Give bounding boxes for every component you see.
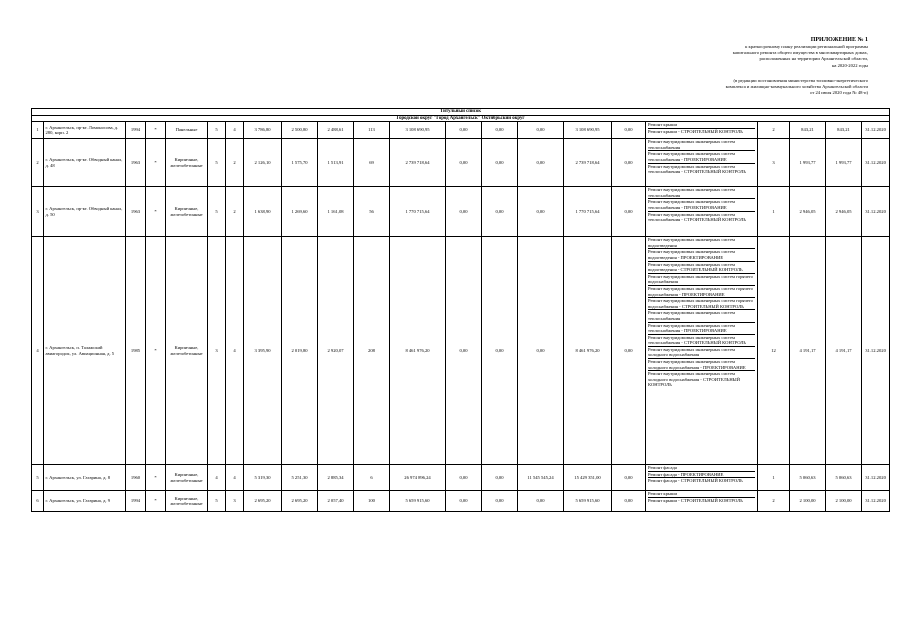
amendment-line: комплекса и жилищно-коммунального хозяйства Архангельской области bbox=[725, 84, 868, 90]
deadline-cell: 31.12.2020 bbox=[862, 139, 890, 187]
max-unit-cost-cell: 2 100,00 bbox=[826, 491, 862, 512]
work-item: Ремонт крыши - СТРОИТЕЛЬНЫЙ КОНТРОЛЬ bbox=[648, 497, 755, 504]
work-item: Ремонт внутридомовых инженерных систем теплоснабжения - СТРОИТЕЛЬНЫЙ КОНТРОЛЬ bbox=[648, 163, 755, 175]
mark-cell: * bbox=[146, 187, 166, 237]
appendix-header bbox=[733, 36, 868, 69]
unit-cost-cell: 1 993,77 bbox=[790, 139, 826, 187]
cost-fund-cell: 0,00 bbox=[446, 139, 482, 187]
total-area-cell: 2 695,20 bbox=[244, 491, 282, 512]
work-item: Ремонт внутридомовых инженерных систем теплоснабжения - ПРОЕКТИРОВАНИЕ bbox=[648, 198, 755, 210]
address-cell: г. Архангельск, п. Талажский авиагородок, ул. Авиационная, д. 5 bbox=[44, 237, 126, 465]
work-item: Ремонт внутридомовых инженерных систем водоотведения - ПРОЕКТИРОВАНИЕ bbox=[648, 248, 755, 260]
living-area-cell: 1 513,91 bbox=[318, 139, 354, 187]
mark-cell: * bbox=[146, 122, 166, 139]
address-cell: г. Архангельск, ул. Гагарина, д. 8 bbox=[44, 465, 126, 491]
title-list-table bbox=[31, 108, 890, 512]
wall-material-cell: Кирпичные, железобетонные bbox=[166, 237, 208, 465]
work-item: Ремонт внутридомовых инженерных систем теплоснабжения bbox=[648, 139, 735, 150]
work-item: Ремонт внутридомовых инженерных систем теплоснабжения - ПРОЕКТИРОВАНИЕ bbox=[648, 322, 755, 334]
residents-cell: 113 bbox=[354, 122, 390, 139]
work-item: Ремонт внутридомовых инженерных систем горячего водоснабжения - СТРОИТЕЛЬНЫЙ КОНТРОЛЬ bbox=[648, 297, 755, 309]
appendix-line: на 2020-2022 годы bbox=[831, 62, 868, 68]
residents-cell: 100 bbox=[354, 491, 390, 512]
deadline-cell: 31.12.2020 bbox=[862, 187, 890, 237]
floors-cell: 5 bbox=[208, 187, 226, 237]
deadline-cell: 31.12.2020 bbox=[862, 237, 890, 465]
floors-cell: 5 bbox=[208, 122, 226, 139]
cost-municipal-cell: 0,00 bbox=[518, 491, 564, 512]
living-area-cell: 1 161,08 bbox=[318, 187, 354, 237]
work-item: Ремонт внутридомовых инженерных систем теплоснабжения - СТРОИТЕЛЬНЫЙ КОНТРОЛЬ bbox=[648, 334, 755, 346]
cost-other-cell: 0,00 bbox=[612, 122, 646, 139]
residential-area-cell: 1 575,70 bbox=[282, 139, 318, 187]
residents-cell: 6 bbox=[354, 465, 390, 491]
work-item: Ремонт внутридомовых инженерных систем теплоснабжения bbox=[648, 309, 755, 321]
total-area-cell: 2 126,10 bbox=[244, 139, 282, 187]
works-count-cell: 3 bbox=[758, 139, 790, 187]
living-area-cell: 2 488,61 bbox=[318, 122, 354, 139]
address-cell: г. Архангельск, пр-кт. Обводный канал, д. 50 bbox=[44, 187, 126, 237]
mark-cell: * bbox=[146, 465, 166, 491]
table-row bbox=[32, 139, 890, 187]
work-item: Ремонт внутридомовых инженерных систем теплоснабжения - ПРОЕКТИРОВАНИЕ bbox=[648, 150, 755, 162]
total-area-cell: 5 319,30 bbox=[244, 465, 282, 491]
table-row bbox=[32, 465, 890, 491]
total-cost-cell: 1 770 715,64 bbox=[390, 187, 446, 237]
cost-fund-cell: 0,00 bbox=[446, 237, 482, 465]
amendment-line: от 24 июля 2020 года № 48-п) bbox=[810, 90, 868, 96]
work-item: Ремонт внутридомовых инженерных систем холодного водоснабжения bbox=[648, 346, 755, 358]
year-cell: 1985 bbox=[126, 237, 146, 465]
cost-owners-cell: 5 659 915,60 bbox=[564, 491, 612, 512]
residential-area-cell: 1 269,60 bbox=[282, 187, 318, 237]
work-item: Ремонт фасада - ПРОЕКТИРОВАНИЕ bbox=[648, 471, 755, 478]
cost-municipal-cell: 0,00 bbox=[518, 122, 564, 139]
amendment-note bbox=[726, 78, 868, 97]
entrances-cell: 2 bbox=[226, 139, 244, 187]
appendix-line: капитального ремонта общего имущества в многоквартирных домах, bbox=[732, 50, 868, 56]
max-unit-cost-cell: 4 191,17 bbox=[826, 237, 862, 465]
appendix-line: расположенных на территории Архангельской области, bbox=[759, 56, 868, 62]
residential-area-cell: 5 251,30 bbox=[282, 465, 318, 491]
works-cell bbox=[646, 237, 758, 465]
residential-area-cell: 2 500,80 bbox=[282, 122, 318, 139]
cost-other-cell: 0,00 bbox=[612, 491, 646, 512]
year-cell: 1960 bbox=[126, 465, 146, 491]
year-cell: 1994 bbox=[126, 122, 146, 139]
cost-region-cell: 0,00 bbox=[482, 237, 518, 465]
cost-municipal-cell: 0,00 bbox=[518, 237, 564, 465]
entrances-cell: 4 bbox=[226, 465, 244, 491]
works-cell bbox=[646, 122, 758, 139]
cost-municipal-cell: 0,00 bbox=[518, 187, 564, 237]
max-unit-cost-cell: 2 946,05 bbox=[826, 187, 862, 237]
entrances-cell: 4 bbox=[226, 237, 244, 465]
address-cell: г. Архангельск, пр-кт. Обводный канал, д. 48 bbox=[44, 139, 126, 187]
total-cost-cell: 3 108 690,95 bbox=[390, 122, 446, 139]
address-cell: г. Архангельск, пр-кт. Ломоносова, д. 280, корп. 2 bbox=[44, 122, 126, 139]
entrances-cell: 4 bbox=[226, 122, 244, 139]
works-cell bbox=[646, 139, 758, 187]
living-area-cell: 2 057,40 bbox=[318, 491, 354, 512]
year-cell: 1994 bbox=[126, 491, 146, 512]
address-cell: г. Архангельск, ул. Гагарина, д. 9 bbox=[44, 491, 126, 512]
unit-cost-cell: 4 191,17 bbox=[790, 237, 826, 465]
living-area-cell: 2 885,34 bbox=[318, 465, 354, 491]
works-count-cell: 2 bbox=[758, 122, 790, 139]
cost-municipal-cell: 0,00 bbox=[518, 139, 564, 187]
wall-material-cell: Кирпичные, железобетонные bbox=[166, 187, 208, 237]
cost-other-cell: 0,00 bbox=[612, 187, 646, 237]
floors-cell: 4 bbox=[208, 465, 226, 491]
wall-material-cell: Кирпичные, железобетонные bbox=[166, 491, 208, 512]
unit-cost-cell: 5 060,63 bbox=[790, 465, 826, 491]
work-item: Ремонт крыши - СТРОИТЕЛЬНЫЙ КОНТРОЛЬ bbox=[648, 128, 755, 135]
cost-region-cell: 0,00 bbox=[482, 122, 518, 139]
table-title: Титульный список bbox=[32, 109, 890, 116]
cost-owners-cell: 15 429 351,00 bbox=[564, 465, 612, 491]
wall-material-cell: Панельные bbox=[166, 122, 208, 139]
table-row bbox=[32, 237, 890, 465]
max-unit-cost-cell: 5 060,63 bbox=[826, 465, 862, 491]
amendment-line: (в редакции постановления министерства топливно-энергетического bbox=[733, 78, 868, 83]
deadline-cell: 31.12.2020 bbox=[862, 491, 890, 512]
unit-cost-cell: 843,21 bbox=[790, 122, 826, 139]
cost-owners-cell: 1 770 715,64 bbox=[564, 187, 612, 237]
max-unit-cost-cell: 843,21 bbox=[826, 122, 862, 139]
works-count-cell: 1 bbox=[758, 187, 790, 237]
cost-region-cell: 0,00 bbox=[482, 139, 518, 187]
cost-region-cell: 0,00 bbox=[482, 491, 518, 512]
residents-cell: 208 bbox=[354, 237, 390, 465]
wall-material-cell: Кирпичные, железобетонные bbox=[166, 465, 208, 491]
living-area-cell: 2 920,07 bbox=[318, 237, 354, 465]
work-item: Ремонт внутридомовых инженерных систем холодного водоснабжения - ПРОЕКТИРОВАНИЕ bbox=[648, 358, 755, 370]
cost-region-cell: 0,00 bbox=[482, 465, 518, 491]
appendix-line: к краткосрочному плану реализации региональной программы bbox=[745, 44, 868, 49]
appendix-title: ПРИЛОЖЕНИЕ № 1 bbox=[810, 37, 868, 43]
cost-municipal-cell: 11 545 545,24 bbox=[518, 465, 564, 491]
residents-cell: 69 bbox=[354, 139, 390, 187]
total-cost-cell: 2 739 718,64 bbox=[390, 139, 446, 187]
floors-cell: 5 bbox=[208, 139, 226, 187]
residential-area-cell: 2 019,80 bbox=[282, 237, 318, 465]
residents-cell: 56 bbox=[354, 187, 390, 237]
cost-fund-cell: 0,00 bbox=[446, 122, 482, 139]
work-item: Ремонт внутридомовых инженерных систем горячего водоснабжения - ПРОЕКТИРОВАНИЕ bbox=[648, 285, 755, 297]
mark-cell: * bbox=[146, 237, 166, 465]
total-cost-cell: 26 974 896,24 bbox=[390, 465, 446, 491]
year-cell: 1963 bbox=[126, 139, 146, 187]
table-row bbox=[32, 122, 890, 139]
cost-region-cell: 0,00 bbox=[482, 187, 518, 237]
cost-owners-cell: 3 108 690,95 bbox=[564, 122, 612, 139]
work-item: Ремонт внутридомовых инженерных систем холодного водоснабжения - СТРОИТЕЛЬНЫЙ КОНТРОЛЬ bbox=[648, 370, 755, 388]
work-item: Ремонт внутридомовых инженерных систем водоотведения - СТРОИТЕЛЬНЫЙ КОНТРОЛЬ bbox=[648, 261, 755, 273]
row-number: 5 bbox=[32, 465, 44, 491]
mark-cell: * bbox=[146, 491, 166, 512]
total-cost-cell: 5 659 915,60 bbox=[390, 491, 446, 512]
works-cell bbox=[646, 491, 758, 512]
work-item: Ремонт внутридомовых инженерных систем теплоснабжения - СТРОИТЕЛЬНЫЙ КОНТРОЛЬ bbox=[648, 211, 755, 223]
unit-cost-cell: 2 946,05 bbox=[790, 187, 826, 237]
row-number: 4 bbox=[32, 237, 44, 465]
deadline-cell: 31.12.2020 bbox=[862, 122, 890, 139]
row-number: 6 bbox=[32, 491, 44, 512]
works-count-cell: 1 bbox=[758, 465, 790, 491]
floors-cell: 5 bbox=[208, 491, 226, 512]
row-number: 2 bbox=[32, 139, 44, 187]
entrances-cell: 3 bbox=[226, 491, 244, 512]
cost-fund-cell: 0,00 bbox=[446, 491, 482, 512]
table-row bbox=[32, 187, 890, 237]
total-area-cell: 3 786,80 bbox=[244, 122, 282, 139]
cost-owners-cell: 2 739 718,64 bbox=[564, 139, 612, 187]
total-area-cell: 3 395,90 bbox=[244, 237, 282, 465]
works-count-cell: 2 bbox=[758, 491, 790, 512]
floors-cell: 3 bbox=[208, 237, 226, 465]
works-count-cell: 12 bbox=[758, 237, 790, 465]
cost-fund-cell: 0,00 bbox=[446, 465, 482, 491]
unit-cost-cell: 2 100,00 bbox=[790, 491, 826, 512]
row-number: 3 bbox=[32, 187, 44, 237]
works-cell bbox=[646, 465, 758, 491]
work-item: Ремонт крыши bbox=[648, 122, 677, 128]
row-number: 1 bbox=[32, 122, 44, 139]
work-item: Ремонт внутридомовых инженерных систем теплоснабжения bbox=[648, 187, 735, 198]
cost-other-cell: 0,00 bbox=[612, 139, 646, 187]
total-cost-cell: 8 461 976,20 bbox=[390, 237, 446, 465]
total-area-cell: 1 638,90 bbox=[244, 187, 282, 237]
work-item: Ремонт внутридомовых инженерных систем горячего водоснабжения bbox=[648, 273, 755, 285]
entrances-cell: 2 bbox=[226, 187, 244, 237]
cost-other-cell: 0,00 bbox=[612, 465, 646, 491]
deadline-cell: 31.12.2020 bbox=[862, 465, 890, 491]
mark-cell: * bbox=[146, 139, 166, 187]
cost-fund-cell: 0,00 bbox=[446, 187, 482, 237]
cost-owners-cell: 8 461 976,20 bbox=[564, 237, 612, 465]
work-item: Ремонт внутридомовых инженерных систем водоотведения bbox=[648, 237, 735, 248]
year-cell: 1963 bbox=[126, 187, 146, 237]
district-row: Городской округ "Город Архангельск" Октябрьский округ bbox=[32, 115, 890, 122]
work-item: Ремонт крыши bbox=[648, 491, 677, 497]
cost-other-cell: 0,00 bbox=[612, 237, 646, 465]
table-row bbox=[32, 491, 890, 512]
work-item: Ремонт фасада - СТРОИТЕЛЬНЫЙ КОНТРОЛЬ bbox=[648, 477, 755, 484]
works-cell bbox=[646, 187, 758, 237]
residential-area-cell: 2 695,20 bbox=[282, 491, 318, 512]
work-item: Ремонт фасада bbox=[648, 465, 677, 471]
max-unit-cost-cell: 1 993,77 bbox=[826, 139, 862, 187]
wall-material-cell: Кирпичные, железобетонные bbox=[166, 139, 208, 187]
